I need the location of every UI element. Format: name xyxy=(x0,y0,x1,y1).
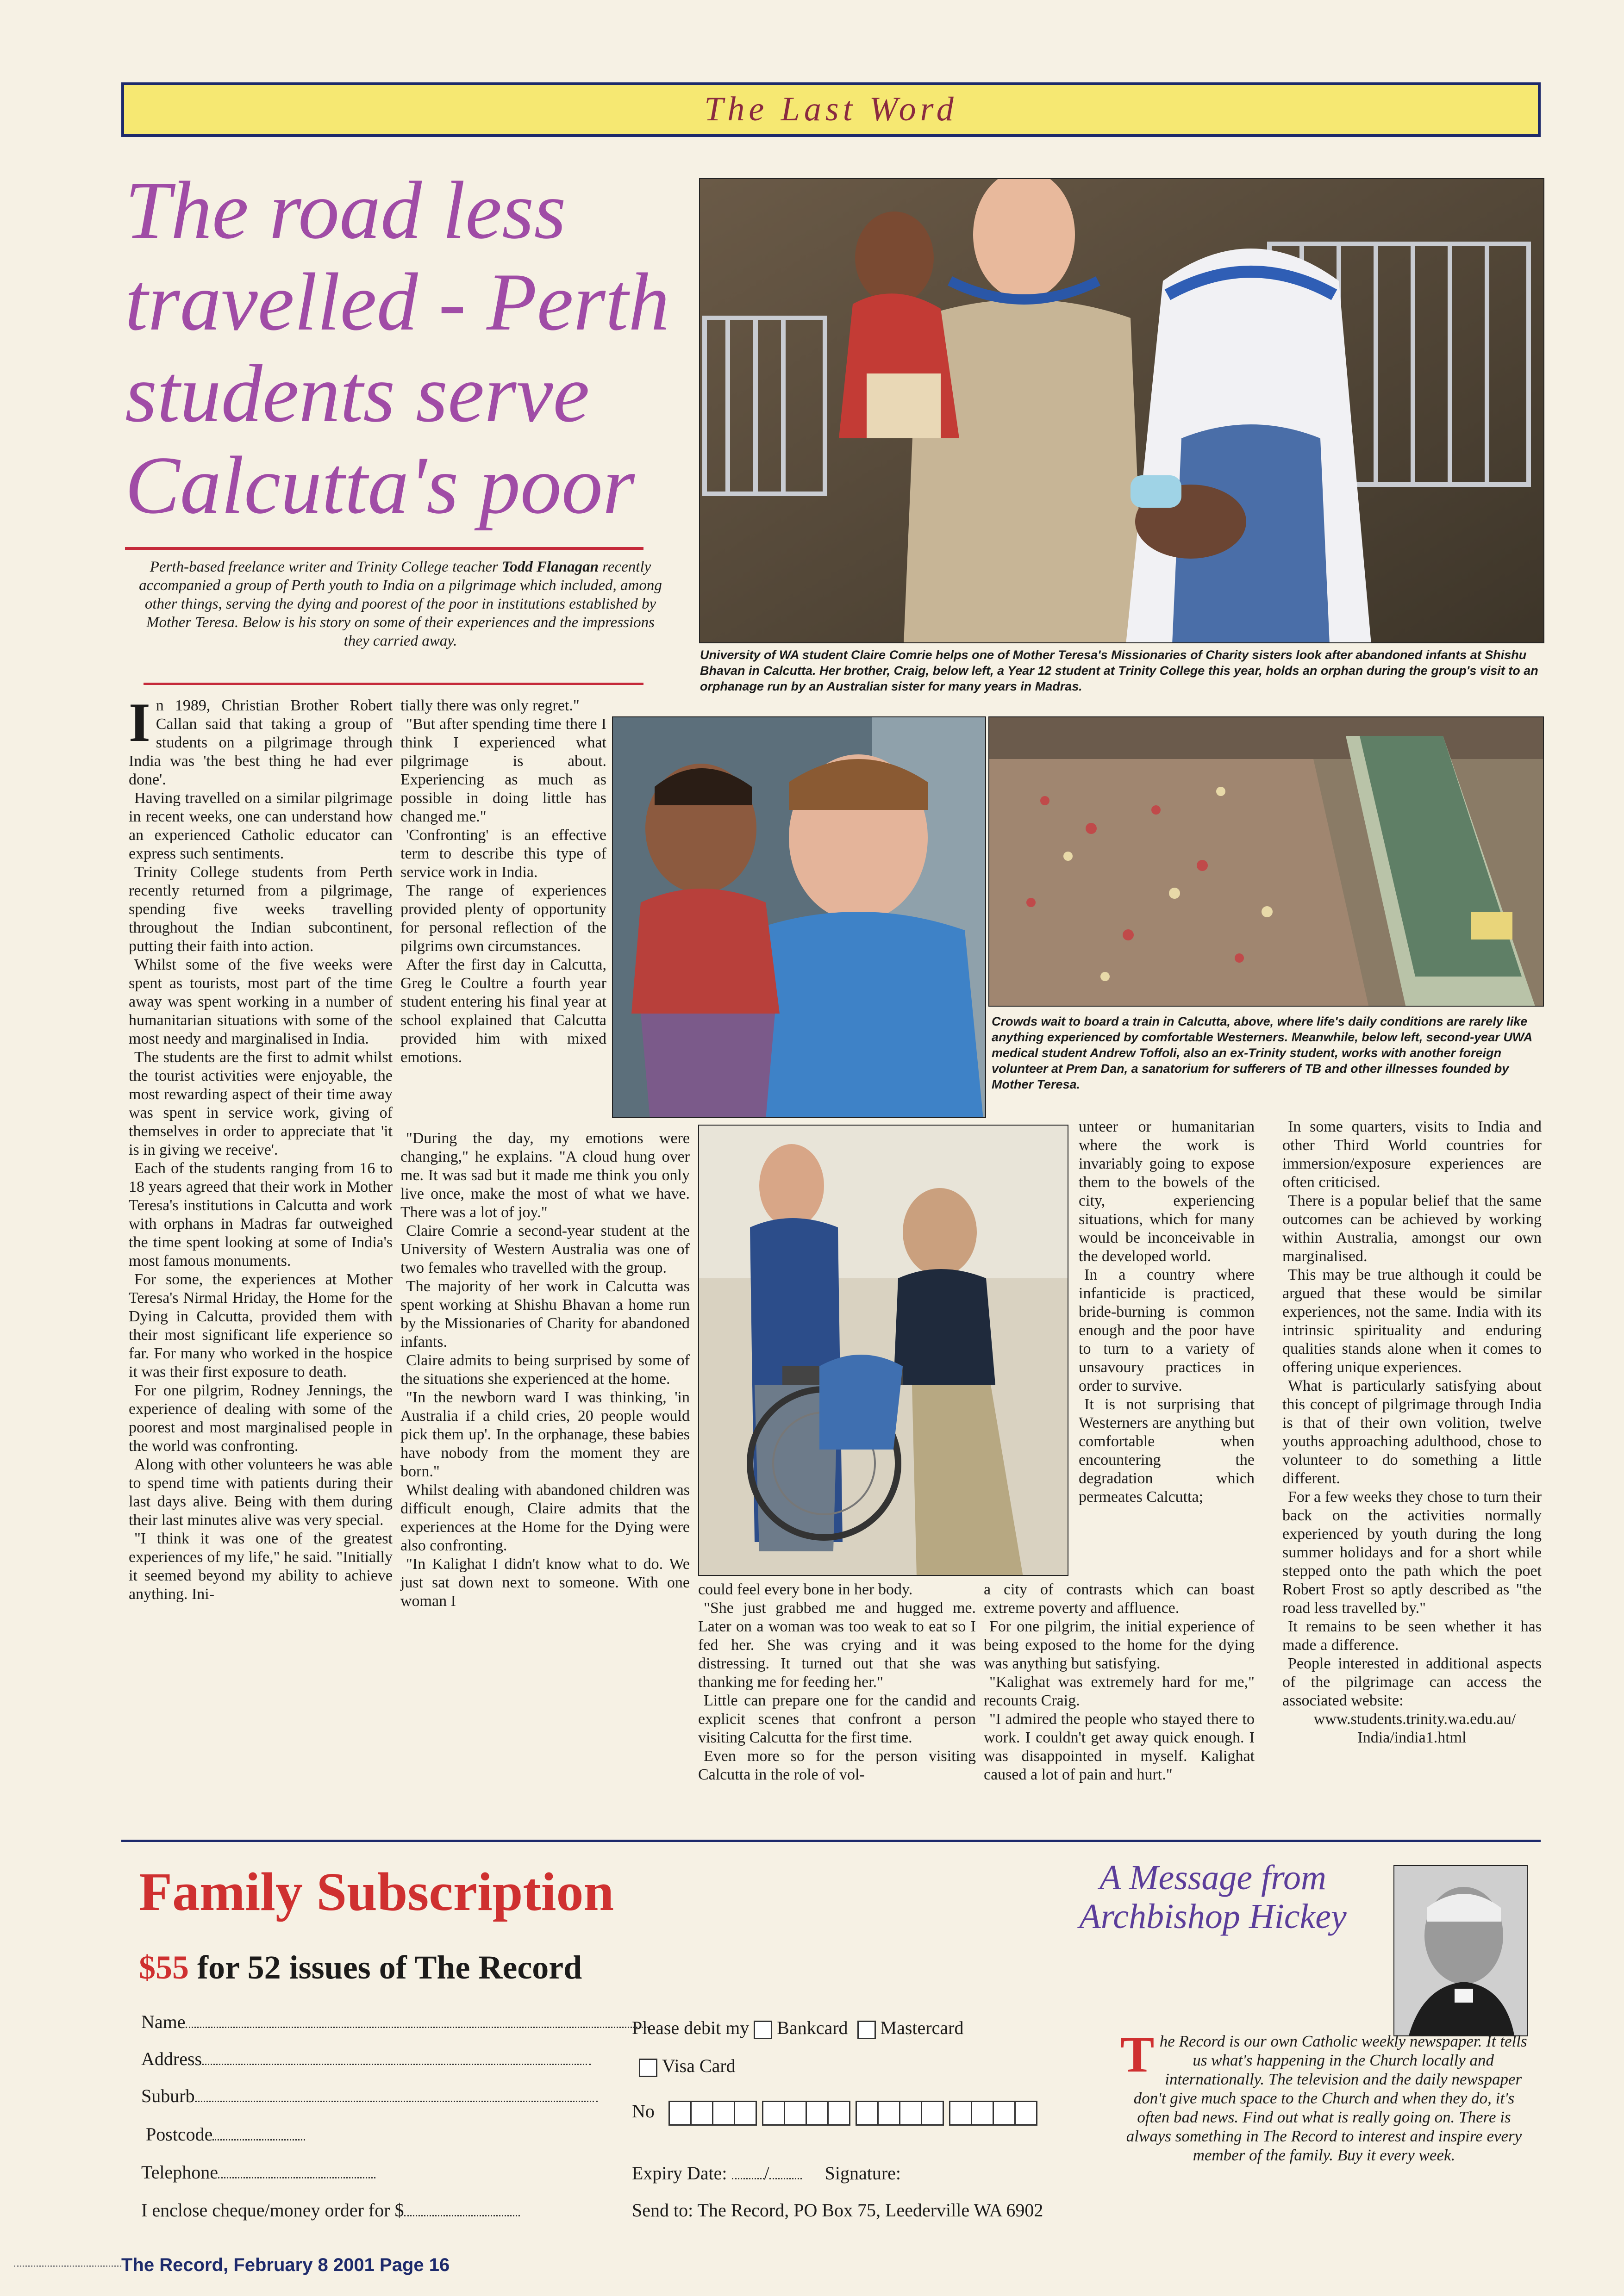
card-digit-box[interactable] xyxy=(806,2101,829,2126)
article-column-4-continued xyxy=(984,1580,1255,1784)
caption-top: University of WA student Claire Comrie helps one of Mother Teresa's Missionaries of Charity sisters look after abandoned infants at Shishu Bhavan in Calcutta. Her brother, Craig, below left, a Year 12 student at Trinity College this year, holds an orphan during the group's visit to an orphanage run by an Australian sister for many years in Madras. xyxy=(700,648,1538,693)
card-digit-box[interactable] xyxy=(856,2101,879,2126)
suburb-line[interactable] xyxy=(195,2086,598,2102)
photo-prem-dan xyxy=(698,1125,1068,1576)
article-paragraph: Each of the students ranging from 16 to 18 years agreed that their work in Mother Teresa's institutions in Calcutta and work with orphans in Madras far outweighed the time spent looking at some of India's most famous monuments. xyxy=(129,1160,393,1269)
article-paragraph: Claire admits to being surprised by some of the situations she experienced at the home. xyxy=(400,1352,690,1388)
footer-leader xyxy=(14,2265,121,2267)
section-title: The Last Word xyxy=(704,90,958,128)
article-column-3 xyxy=(698,1580,976,1784)
address-label: Address xyxy=(141,2048,202,2069)
card-number-field[interactable] xyxy=(632,2100,1036,2126)
message-text: he Record is our own Catholic weekly newspaper. It tells us what's happening in the Church locally and internationally. The television and the daily newspaper don't give much space to the Church and when they do, it's often bad news. Find out what is really going on. There is always something in The Record to interest and inspire every member of the family. Buy it every week. xyxy=(1126,2032,1527,2164)
standfirst-rest: recently accompanied a group of Perth youth to India on a pilgrimage which included, among other things, serving the dying and poorest of the poor in institutions established by Mother Teresa. Below is his story on some of their experiences and the impressions they carried away. xyxy=(139,559,662,649)
message-drop-cap: T xyxy=(1120,2026,1155,2083)
mastercard-checkbox[interactable] xyxy=(857,2021,876,2039)
article-paragraph: "I think it was one of the greatest experiences of my life," he said. "Initially it seemed beyond my ability to achieve anything. Ini- xyxy=(129,1530,393,1603)
subscription-price xyxy=(139,1948,582,1987)
article-paragraph: The majority of her work in Calcutta was spent working at Shishu Bhavan a home run by the Missionaries of Charity for abandoned infants. xyxy=(400,1278,690,1350)
cheque-field[interactable] xyxy=(141,2199,520,2221)
postcode-line[interactable] xyxy=(212,2124,305,2140)
article-column-2 xyxy=(400,697,606,1067)
card-digit-box[interactable] xyxy=(734,2101,757,2126)
card-digit-box[interactable] xyxy=(712,2101,735,2126)
subscription-title: Family Subscription xyxy=(139,1861,614,1922)
standfirst-lead: Perth-based freelance writer and Trinity College teacher xyxy=(150,559,498,575)
expiry-year-line[interactable] xyxy=(769,2163,802,2179)
article-paragraph: It is not surprising that Westerners are anything but comfortable when encountering the degradation which permeates Calcutta; xyxy=(1079,1396,1255,1506)
address-line[interactable] xyxy=(202,2049,591,2065)
standfirst xyxy=(134,558,667,650)
article-paragraph: In some quarters, visits to India and other Third World countries for immersion/exposure experiences are often criticised. xyxy=(1282,1118,1542,1191)
photo-shishu-bhavan xyxy=(699,178,1544,643)
website-url[interactable]: www.students.trinity.wa.edu.au/ India/india1.html xyxy=(1313,1711,1516,1746)
visa-option xyxy=(639,2055,736,2077)
article-paragraph: After the first day in Calcutta, Greg le Coultre a fourth year student entering his final year at school explained that Calcutta provided him with mixed emotions. xyxy=(400,956,606,1066)
card-digit-box[interactable] xyxy=(921,2101,944,2126)
card-digit-box[interactable] xyxy=(899,2101,922,2126)
card-digit-box[interactable] xyxy=(762,2101,785,2126)
article-paragraph: a city of contrasts which can boast extreme poverty and affluence. xyxy=(984,1581,1255,1617)
telephone-label: Telephone xyxy=(141,2162,219,2183)
card-digit-box[interactable] xyxy=(971,2101,994,2126)
article-paragraph: Having travelled on a similar pilgrimage in recent weeks, one can understand how an experienced Catholic educator can express such sentiments. xyxy=(129,790,393,862)
article-paragraph: "She just grabbed me and hugged me. Later on a woman was too weak to eat so I fed her. She was crying and it was distressing. It turned out that she was thanking me for feeding her." xyxy=(698,1599,976,1691)
article-column-4 xyxy=(1079,1118,1255,1506)
cheque-label: I enclose cheque/money order for $ xyxy=(141,2200,404,2221)
article-paragraph: This may be true although it could be argued that these would be similar experiences, not the same. India with its intrinsic spirituality and enduring qualities stands alone when it comes to offering unique experiences. xyxy=(1282,1266,1542,1376)
article-paragraph: Even more so for the person visiting Calcutta in the role of vol- xyxy=(698,1748,976,1783)
price-amount: $55 xyxy=(139,1949,189,1986)
article-paragraph: "But after spending time there I think I experienced what pilgrimage is about. Experiencing as much as possible in doing little has changed me." xyxy=(400,716,606,825)
article-paragraph: "In Kalighat I didn't know what to do. We just sat down next to someone. With one woman I xyxy=(400,1556,690,1610)
bankcard-checkbox[interactable] xyxy=(754,2021,772,2039)
message-body xyxy=(1120,2026,1528,2165)
article-column-1 xyxy=(129,691,393,1604)
section-banner xyxy=(121,82,1541,137)
article-paragraph: In a country where infanticide is practiced, bride-burning is common enough and the poor have to turn to a variety of unsavoury practices in order to survive. xyxy=(1079,1266,1255,1394)
article-column-5 xyxy=(1282,1118,1542,1747)
bankcard-label: Bankcard xyxy=(777,2017,848,2038)
card-digit-box[interactable] xyxy=(668,2101,692,2126)
article-paragraph: "In the newborn ward I was thinking, 'in Australia if a child cries, 20 people would pick them up'. In the orphanage, these babies have nobody from the moment they are born." xyxy=(400,1389,690,1480)
article-paragraph: For one pilgrim, Rodney Jennings, the experience of dealing with some of the poorest and most marginalised people in the world was confronting. xyxy=(129,1382,393,1455)
page-footer: The Record, February 8 2001 Page 16 xyxy=(121,2255,450,2275)
card-digit-box[interactable] xyxy=(949,2101,972,2126)
article-paragraph: could feel every bone in her body. xyxy=(698,1581,913,1598)
standfirst-author: Todd Flanagan xyxy=(502,559,599,575)
expiry-signature-row: Expiry Date: / Signature: xyxy=(632,2163,901,2184)
photo-craig-orphan xyxy=(612,716,986,1118)
article-paragraph: Whilst dealing with abandoned children was difficult enough, Claire admits that the experiences at the Home for the Dying were also confronting. xyxy=(400,1481,690,1554)
name-field[interactable] xyxy=(141,2011,649,2033)
photo-calcutta-train xyxy=(988,716,1544,1007)
card-digit-box[interactable] xyxy=(1014,2101,1037,2126)
telephone-field[interactable] xyxy=(141,2161,375,2184)
article-paragraph: There is a popular belief that the same outcomes can be achieved by working within Australia, amongst our own marginalised. xyxy=(1282,1192,1542,1265)
send-to: Send to: The Record, PO Box 75, Leederville WA 6902 xyxy=(632,2200,1043,2221)
article-paragraph: "During the day, my emotions were changing," he explains. "A cloud hung over me. It was sad but it made me think you only live once, make the most of what we have. There was a lot of joy." xyxy=(400,1130,690,1221)
article-paragraph: Whilst some of the five weeks were spent as tourists, most part of the time away was spent working in a number of humanitarian situations with some of the most needy and marginalised in India. xyxy=(129,956,393,1047)
card-digit-box[interactable] xyxy=(784,2101,807,2126)
card-digit-box[interactable] xyxy=(827,2101,850,2126)
visa-label: Visa Card xyxy=(662,2055,736,2076)
article-paragraph: 'Confronting' is an effective term to describe this type of service work in India. xyxy=(400,827,606,881)
suburb-label: Suburb xyxy=(141,2085,195,2106)
subscription-rule xyxy=(121,1840,1541,1842)
article-paragraph: Little can prepare one for the candid and explicit scenes that confront a person visiting Calcutta for the first time. xyxy=(698,1692,976,1746)
article-paragraph: In 1989, Christian Brother Robert Callan said that taking a group of students on a pilgrimage through India was 'the best thing he had ever done'. xyxy=(129,691,393,788)
article-paragraph: It remains to be seen whether it has made a difference. xyxy=(1282,1618,1542,1654)
article-paragraph: The range of experiences provided plenty of opportunity for personal reflection of the pilgrims own circumstances. xyxy=(400,882,606,955)
expiry-label: Expiry Date: xyxy=(632,2163,727,2184)
debit-label: Please debit my xyxy=(632,2017,750,2038)
visa-checkbox[interactable] xyxy=(639,2059,657,2077)
signature-label: Signature: xyxy=(824,2163,901,2184)
headline-rule xyxy=(125,547,643,550)
telephone-line[interactable] xyxy=(218,2162,375,2178)
address-field[interactable] xyxy=(141,2048,591,2070)
card-number-label: No xyxy=(632,2101,655,2122)
card-digit-box[interactable] xyxy=(690,2101,713,2126)
article-paragraph: For a few weeks they chose to turn their back on the activities normally experienced by youth during the long summer holidays and for a short while stepped onto the path which the poet Robert Frost so aptly described as "the road less travelled by." xyxy=(1282,1488,1542,1617)
name-line[interactable] xyxy=(186,2012,649,2028)
card-digit-box[interactable] xyxy=(877,2101,900,2126)
mastercard-label: Mastercard xyxy=(880,2017,964,2038)
name-label: Name xyxy=(141,2011,186,2032)
postcode-label: Postcode xyxy=(146,2124,213,2145)
article-paragraph: For some, the experiences at Mother Teresa's Nirmal Hriday, the Home for the Dying in Calcutta, provided them with their most significant life experience so far. For many who worked in the hospice it was their first exposure to death. xyxy=(129,1271,393,1381)
article-paragraph: Claire Comrie a second-year student at the University of Western Australia was one of two females who travelled with the group. xyxy=(400,1222,690,1276)
headline: The road less travelled - Perth students serve Calcutta's poor xyxy=(125,164,670,531)
article-paragraph: The students are the first to admit whilst the tourist activities were enjoyable, the most rewarding aspect of their time away was spent in service work, giving of themselves in order to appreciate that 'it is in giving we receive'. xyxy=(129,1049,393,1158)
postcode-field[interactable] xyxy=(146,2123,305,2146)
message-title: A Message from Archbishop Hickey xyxy=(1079,1858,1347,1936)
cheque-line[interactable] xyxy=(404,2200,520,2216)
article-paragraph: Trinity College students from Perth recently returned from a pilgrimage, spending five weeks travelling throughout the Indian subcontinent, putting their faith into action. xyxy=(129,864,393,955)
article-paragraph: "I admired the people who stayed there to work. I couldn't get away quick enough. I was disappointed in myself. Kalighat caused a lot of pain and hurt." xyxy=(984,1711,1255,1783)
article-paragraph: What is particularly satisfying about this concept of pilgrimage through India is that of their own volition, twelve youths approaching adulthood, chose to volunteer to do something a little different. xyxy=(1282,1377,1542,1487)
card-digit-box[interactable] xyxy=(993,2101,1016,2126)
article-paragraph: People interested in additional aspects of the pilgrimage can access the associated website: xyxy=(1282,1655,1542,1709)
price-description: for 52 issues of The Record xyxy=(197,1949,582,1986)
archbishop-portrait xyxy=(1393,1865,1528,2036)
suburb-field[interactable] xyxy=(141,2085,598,2107)
debit-options xyxy=(632,2017,963,2039)
caption-middle: Crowds wait to board a train in Calcutta, above, where life's daily conditions are rarely like anything experienced by comfortable Westerners. Meanwhile, below left, second-year UWA medical student Andrew Toffoli, also an ex-Trinity student, works with another foreign volunteer at Prem Dan, a sanatorium for sufferers of TB and other illnesses founded by Mother Teresa. xyxy=(992,1014,1532,1091)
drop-cap: I xyxy=(129,691,150,753)
article-column-2-continued xyxy=(400,1129,690,1611)
article-paragraph: Along with other volunteers he was able to spend time with patients during their last days alive. Being with them during their last minutes alive was very special. xyxy=(129,1456,393,1529)
article-paragraph: For one pilgrim, the initial experience of being exposed to the home for the dying was anything but satisfying. xyxy=(984,1618,1255,1672)
article-paragraph: tially there was only regret." xyxy=(400,697,580,714)
standfirst-rule xyxy=(144,683,643,685)
article-paragraph: unteer or humanitarian where the work is invariably going to expose them to the bowels of the city, experiencing situations, which for many would be inconceivable in the developed world. xyxy=(1079,1118,1255,1265)
article-paragraph: "Kalighat was extremely hard for me," recounts Craig. xyxy=(984,1674,1255,1709)
expiry-month-line[interactable] xyxy=(732,2163,764,2179)
